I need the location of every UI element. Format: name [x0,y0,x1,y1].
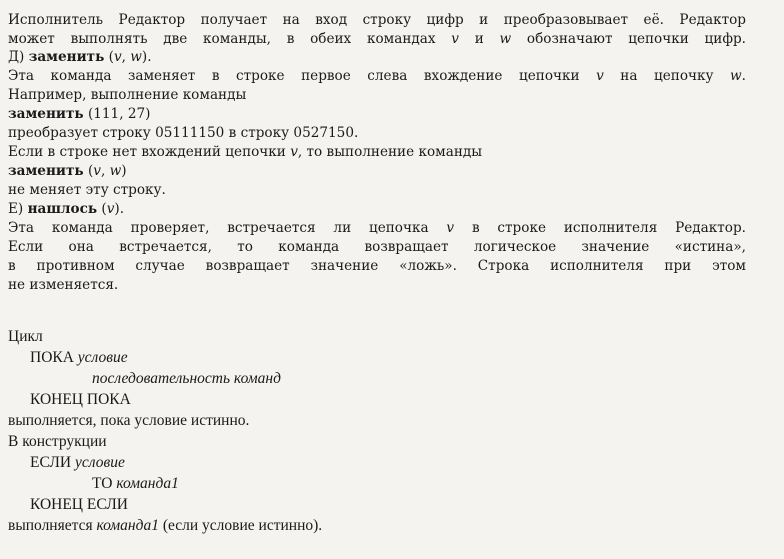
text-span: (если условие истинно). [158,517,323,534]
text-span: Эта команда заменяет в строке первое слева вхождение цепочки [8,68,597,84]
text-span: ( [83,163,94,179]
paragraph-line [8,67,746,85]
text-span: , то выполнение команды [297,144,483,160]
command-e-heading [8,200,124,218]
command-name: заменить [8,163,84,179]
command-text: команда1 [96,517,159,534]
text-span: не меняет эту строку. [8,182,166,198]
if-line [30,453,125,473]
text-span: преобразует строку 05111150 в строку 0527150. [8,125,359,141]
paragraph-line [8,181,166,199]
text-span: в противном случае возвращает значение «ложь». Строка исполнителя при этом [8,258,746,274]
text-span: выполняется, пока условие истинно. [8,412,250,429]
var-v: v [113,49,122,65]
var-v: v [106,201,115,217]
var-w: w [130,49,142,65]
paragraph-line [8,238,746,256]
text-span: , [100,163,110,179]
paragraph-line [8,124,358,142]
then-line [92,474,179,494]
keyword: ТО [92,475,117,492]
text-span: В конструкции [8,433,107,450]
text-span: ). [114,201,125,217]
command-name: нашлось [27,201,98,217]
example-command [8,105,150,123]
while-line [30,348,128,368]
text-span: на цепочку [603,68,731,84]
text-span: Д) [8,49,29,65]
paragraph-line [8,143,482,161]
text-span: не изменяется. [8,277,119,293]
text-span: (111, 27) [83,106,151,122]
condition-text: условие [75,454,125,471]
cycle-heading [8,327,43,347]
keyword: КОНЕЦ ЕСЛИ [30,496,129,513]
text-span: и [458,31,500,47]
text-span: выполняется [8,517,97,534]
keyword: ЕСЛИ [30,454,76,471]
text-span: ). [141,49,152,65]
construct-intro [8,432,107,452]
text-span: Если она встречается, то команда возвращает логическое значение «истина», [8,239,746,255]
example-command [8,162,127,180]
var-v: v [290,144,298,160]
while-note [8,411,249,431]
paragraph-line [8,30,746,48]
var-w: w [109,163,122,179]
text-span: может выполнять две команды, в обеих командах [8,31,452,47]
command-d-heading [8,48,152,66]
paragraph-line [8,11,746,29]
var-v: v [446,220,455,236]
command-text: команда1 [116,475,179,492]
var-v: v [93,163,101,179]
paragraph-line [8,257,746,275]
text-span: Если в строке нет вхождений цепочки [8,144,291,160]
text-span: Е) [8,201,28,217]
var-w: w [499,31,512,47]
command-name: заменить [8,106,84,122]
paragraph-line [8,86,246,104]
command-name: заменить [28,49,105,65]
var-w: w [730,68,742,84]
text-span: ) [121,163,127,179]
text-span: Например, выполнение команды [8,87,247,103]
text-span: , [121,49,131,65]
text-span: ( [97,201,107,217]
paragraph-line [8,276,118,294]
keyword: ПОКА [30,349,78,366]
text-span: обозначают цепочки цифр. [511,31,746,47]
command-sequence-line [92,369,281,389]
if-note [8,516,322,536]
text-span: в строке исполнителя Редактор. [454,220,746,236]
end-while-line [30,390,131,410]
paragraph-line [8,219,746,237]
text-span: ( [104,49,114,65]
text-span: Эта команда проверяет, встречается ли цепочка [8,220,447,236]
keyword: КОНЕЦ ПОКА [30,391,131,408]
text-span: последовательность команд [92,370,281,387]
end-if-line [30,495,128,515]
var-v: v [596,68,604,84]
var-v: v [451,31,459,47]
text-span: Цикл [8,328,43,345]
text-span: Исполнитель Редактор получает на вход строку цифр и преобразовывает её. Редактор [8,12,746,28]
condition-text: условие [77,349,128,366]
text-span: . [741,68,746,84]
